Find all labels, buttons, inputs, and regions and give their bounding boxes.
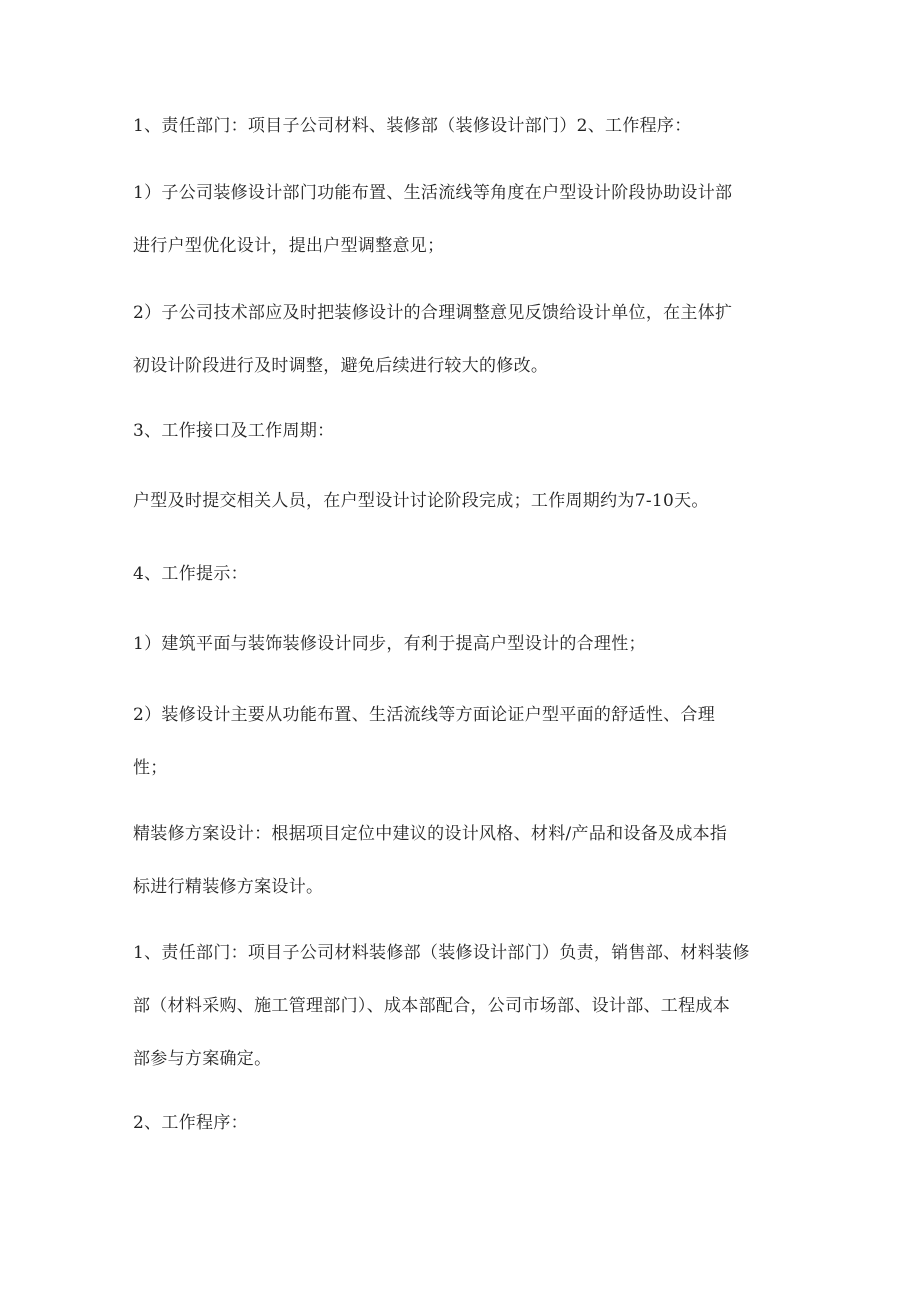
text-line: 1、责任部门：项目子公司材料、装修部（装修设计部门）2、工作程序： xyxy=(133,116,692,136)
text-line: 1）建筑平面与装饰装修设计同步，有利于提高户型设计的合理性； xyxy=(133,634,646,654)
paragraph-scheme-design xyxy=(133,808,813,914)
paragraph-work-cycle xyxy=(133,475,813,528)
paragraph-responsibility-2 xyxy=(133,927,813,1086)
paragraph-responsibility-1 xyxy=(133,100,813,153)
text-line: 标进行精装修方案设计。 xyxy=(133,877,324,897)
text-line: 3、工作接口及工作周期： xyxy=(133,421,335,441)
text-line: 1、责任部门：项目子公司材料装修部（装修设计部门）负责，销售部、材料装修 xyxy=(133,943,750,963)
text-line: 2）装修设计主要从功能布置、生活流线等方面论证户型平面的舒适性、合理 xyxy=(133,705,716,725)
text-line: 进行户型优化设计，提出户型调整意见； xyxy=(133,236,445,256)
text-line: 性； xyxy=(133,758,168,778)
text-line: 2）子公司技术部应及时把装修设计的合理调整意见反馈给设计单位，在主体扩 xyxy=(133,303,733,323)
paragraph-tip-2 xyxy=(133,689,813,795)
text-line: 部参与方案确定。 xyxy=(133,1049,272,1069)
text-line: 精装修方案设计：根据项目定位中建议的设计风格、材料/产品和设备及成本指 xyxy=(133,824,728,844)
text-line: 初设计阶段进行及时调整，避免后续进行较大的修改。 xyxy=(133,356,549,376)
paragraph-procedure-1 xyxy=(133,167,813,273)
paragraph-procedure-heading-2 xyxy=(133,1097,813,1150)
paragraph-interface-heading xyxy=(133,405,813,458)
text-line: 2、工作程序： xyxy=(133,1113,248,1133)
text-line: 1）子公司装修设计部门功能布置、生活流线等角度在户型设计阶段协助设计部 xyxy=(133,183,733,203)
paragraph-tips-heading xyxy=(133,548,813,601)
paragraph-procedure-2 xyxy=(133,287,813,393)
text-line: 户型及时提交相关人员，在户型设计讨论阶段完成；工作周期约为7-10天。 xyxy=(133,491,709,511)
text-line: 部（材料采购、施工管理部门）、成本部配合，公司市场部、设计部、工程成本 xyxy=(133,996,730,1016)
paragraph-tip-1 xyxy=(133,618,813,671)
text-line: 4、工作提示： xyxy=(133,564,248,584)
